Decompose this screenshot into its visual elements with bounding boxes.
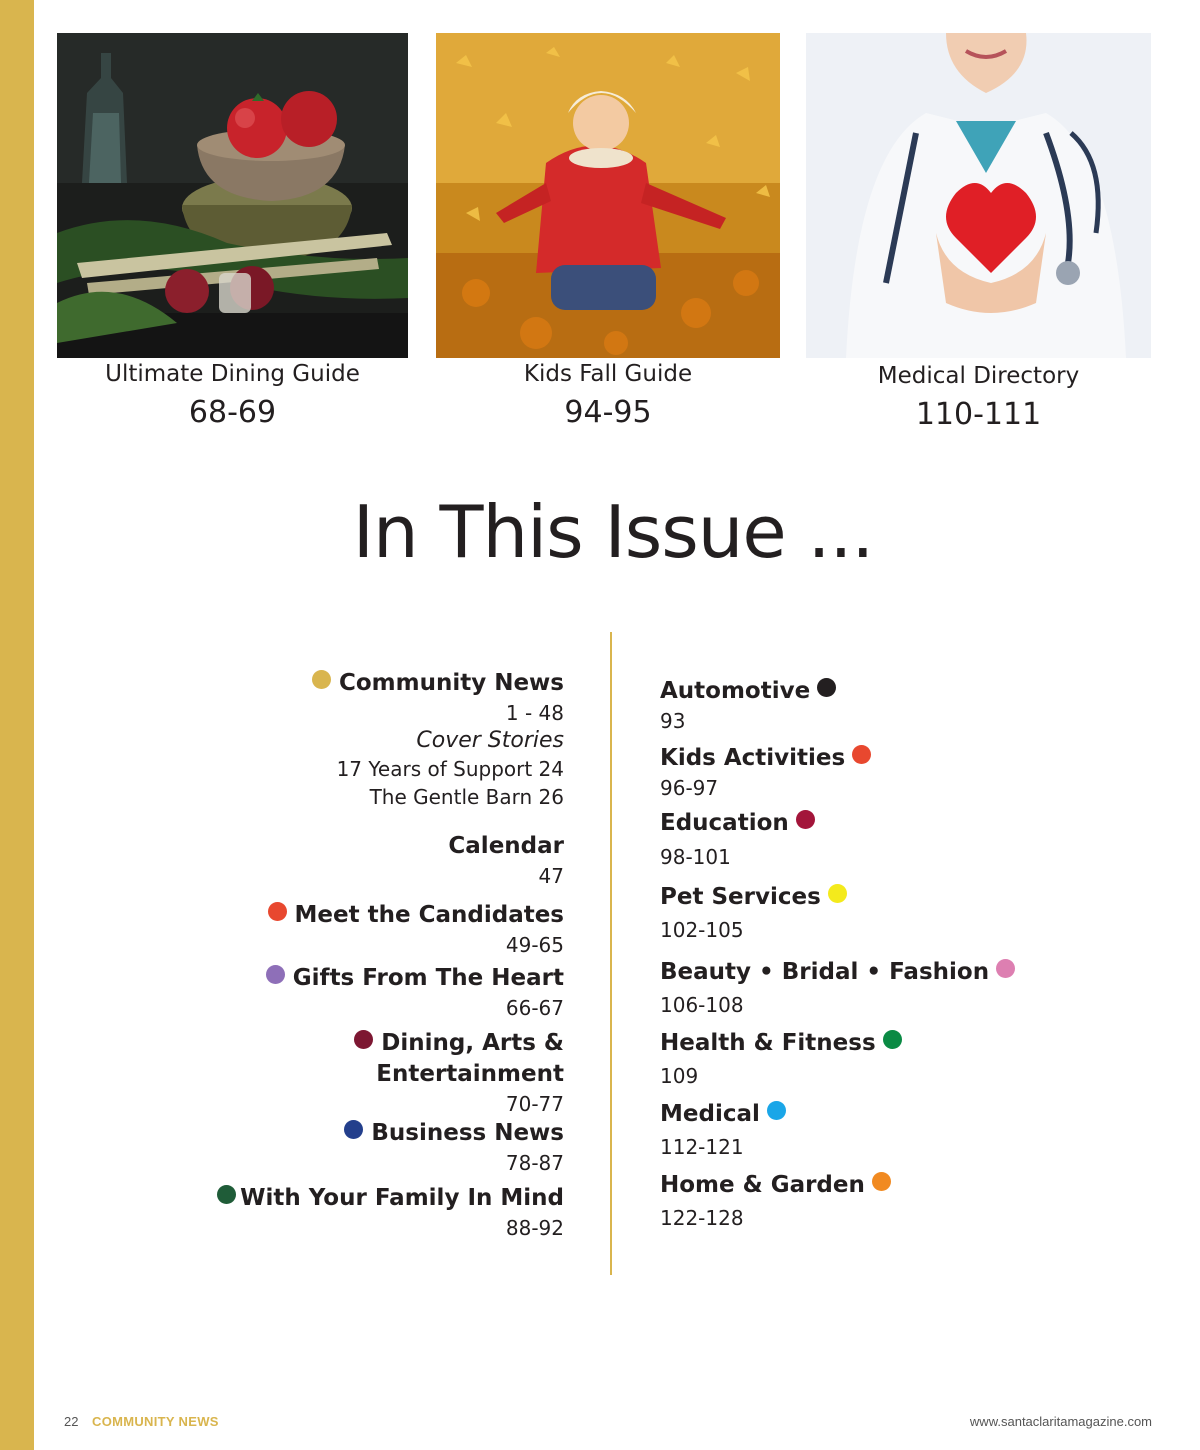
red-dot-icon — [852, 745, 871, 764]
vegetables-photo — [57, 33, 408, 358]
green-dot-icon — [217, 1185, 236, 1204]
orange-dot-icon — [872, 1172, 891, 1191]
section-title: Beauty • Bridal • Fashion — [660, 959, 990, 985]
section-pages: 47 — [538, 864, 564, 888]
section-title: Community News — [338, 670, 564, 696]
section-health-fitness[interactable] — [660, 1028, 1080, 1090]
section-title: With Your Family In Mind — [240, 1185, 564, 1211]
section-title: Gifts From The Heart — [292, 965, 564, 991]
page-title: In This Issue ... — [352, 490, 874, 574]
section-gifts-from-the-heart[interactable] — [144, 963, 564, 1022]
section-calendar[interactable] — [144, 831, 564, 890]
section-dining-arts-entertainment[interactable] — [144, 1028, 564, 1118]
section-with-your-family-in-mind[interactable] — [144, 1183, 564, 1242]
story-line: The Gentle Barn 26 — [369, 785, 564, 809]
feature-pages: 110-111 — [915, 397, 1042, 432]
section-beauty-bridal-fashion[interactable] — [660, 957, 1080, 1019]
maroon-dot-icon — [354, 1030, 373, 1049]
section-home-garden[interactable] — [660, 1170, 1080, 1232]
section-education[interactable] — [660, 808, 1080, 871]
section-subheading: Cover Stories — [416, 728, 564, 753]
feature-title: Medical Directory — [877, 363, 1080, 389]
green-dot-icon — [883, 1030, 902, 1049]
left-column — [144, 668, 564, 1242]
black-dot-icon — [817, 678, 836, 697]
gold-side-bar — [0, 0, 34, 1450]
page-number: 22 — [64, 1414, 79, 1429]
section-kids-activities[interactable] — [660, 743, 1080, 802]
section-pages: 96-97 — [660, 776, 719, 800]
story-line: 17 Years of Support 24 — [336, 757, 564, 781]
section-title: Kids Activities — [660, 745, 846, 771]
section-pages: 98-101 — [660, 845, 731, 869]
navy-dot-icon — [344, 1120, 363, 1139]
section-title: Home & Garden — [660, 1172, 865, 1198]
section-business-news[interactable] — [144, 1118, 564, 1177]
section-pages: 1 - 48 — [505, 701, 564, 725]
section-pages: 49-65 — [505, 933, 564, 957]
section-title: Automotive — [660, 678, 811, 704]
section-title: Pet Services — [660, 884, 821, 910]
section-pages: 78-87 — [505, 1151, 564, 1175]
crimson-dot-icon — [796, 810, 815, 829]
section-community-news[interactable] — [144, 668, 564, 811]
section-title-line2: Entertainment — [376, 1061, 564, 1087]
section-pages: 102-105 — [660, 918, 744, 942]
section-title-line1: Dining, Arts & — [381, 1030, 564, 1056]
section-pages: 70-77 — [505, 1092, 564, 1116]
section-pages: 122-128 — [660, 1206, 744, 1230]
feature-title: Ultimate Dining Guide — [105, 361, 360, 387]
section-pages: 66-67 — [505, 996, 564, 1020]
section-meet-the-candidates[interactable] — [144, 900, 564, 959]
section-pages: 109 — [660, 1064, 699, 1088]
feature-title: Kids Fall Guide — [523, 361, 693, 387]
section-medical[interactable] — [660, 1099, 1080, 1161]
section-pet-services[interactable] — [660, 882, 1080, 944]
section-title: Medical — [660, 1101, 760, 1127]
website-url[interactable]: www.santaclaritamagazine.com — [969, 1414, 1152, 1429]
feature-pages: 94-95 — [564, 395, 652, 430]
section-name: COMMUNITY NEWS — [92, 1414, 219, 1429]
feature-pages: 68-69 — [188, 395, 277, 430]
section-title: Calendar — [448, 833, 564, 859]
right-column — [660, 676, 1080, 1232]
section-title: Health & Fitness — [660, 1030, 876, 1056]
section-pages: 106-108 — [660, 993, 744, 1017]
section-automotive[interactable] — [660, 676, 1080, 735]
pink-dot-icon — [996, 959, 1015, 978]
red-dot-icon — [268, 902, 287, 921]
yellow-dot-icon — [828, 884, 847, 903]
section-title: Education — [660, 810, 789, 836]
section-pages: 93 — [660, 709, 686, 733]
section-pages: 88-92 — [505, 1216, 564, 1240]
section-title: Meet the Candidates — [294, 902, 564, 928]
blue-dot-icon — [767, 1101, 786, 1120]
autumn-child-photo — [436, 33, 780, 358]
section-pages: 112-121 — [660, 1135, 744, 1159]
doctor-heart-photo — [806, 33, 1151, 358]
gold-dot-icon — [312, 670, 331, 689]
purple-dot-icon — [266, 965, 285, 984]
column-divider — [610, 632, 612, 1275]
section-title: Business News — [371, 1120, 564, 1146]
